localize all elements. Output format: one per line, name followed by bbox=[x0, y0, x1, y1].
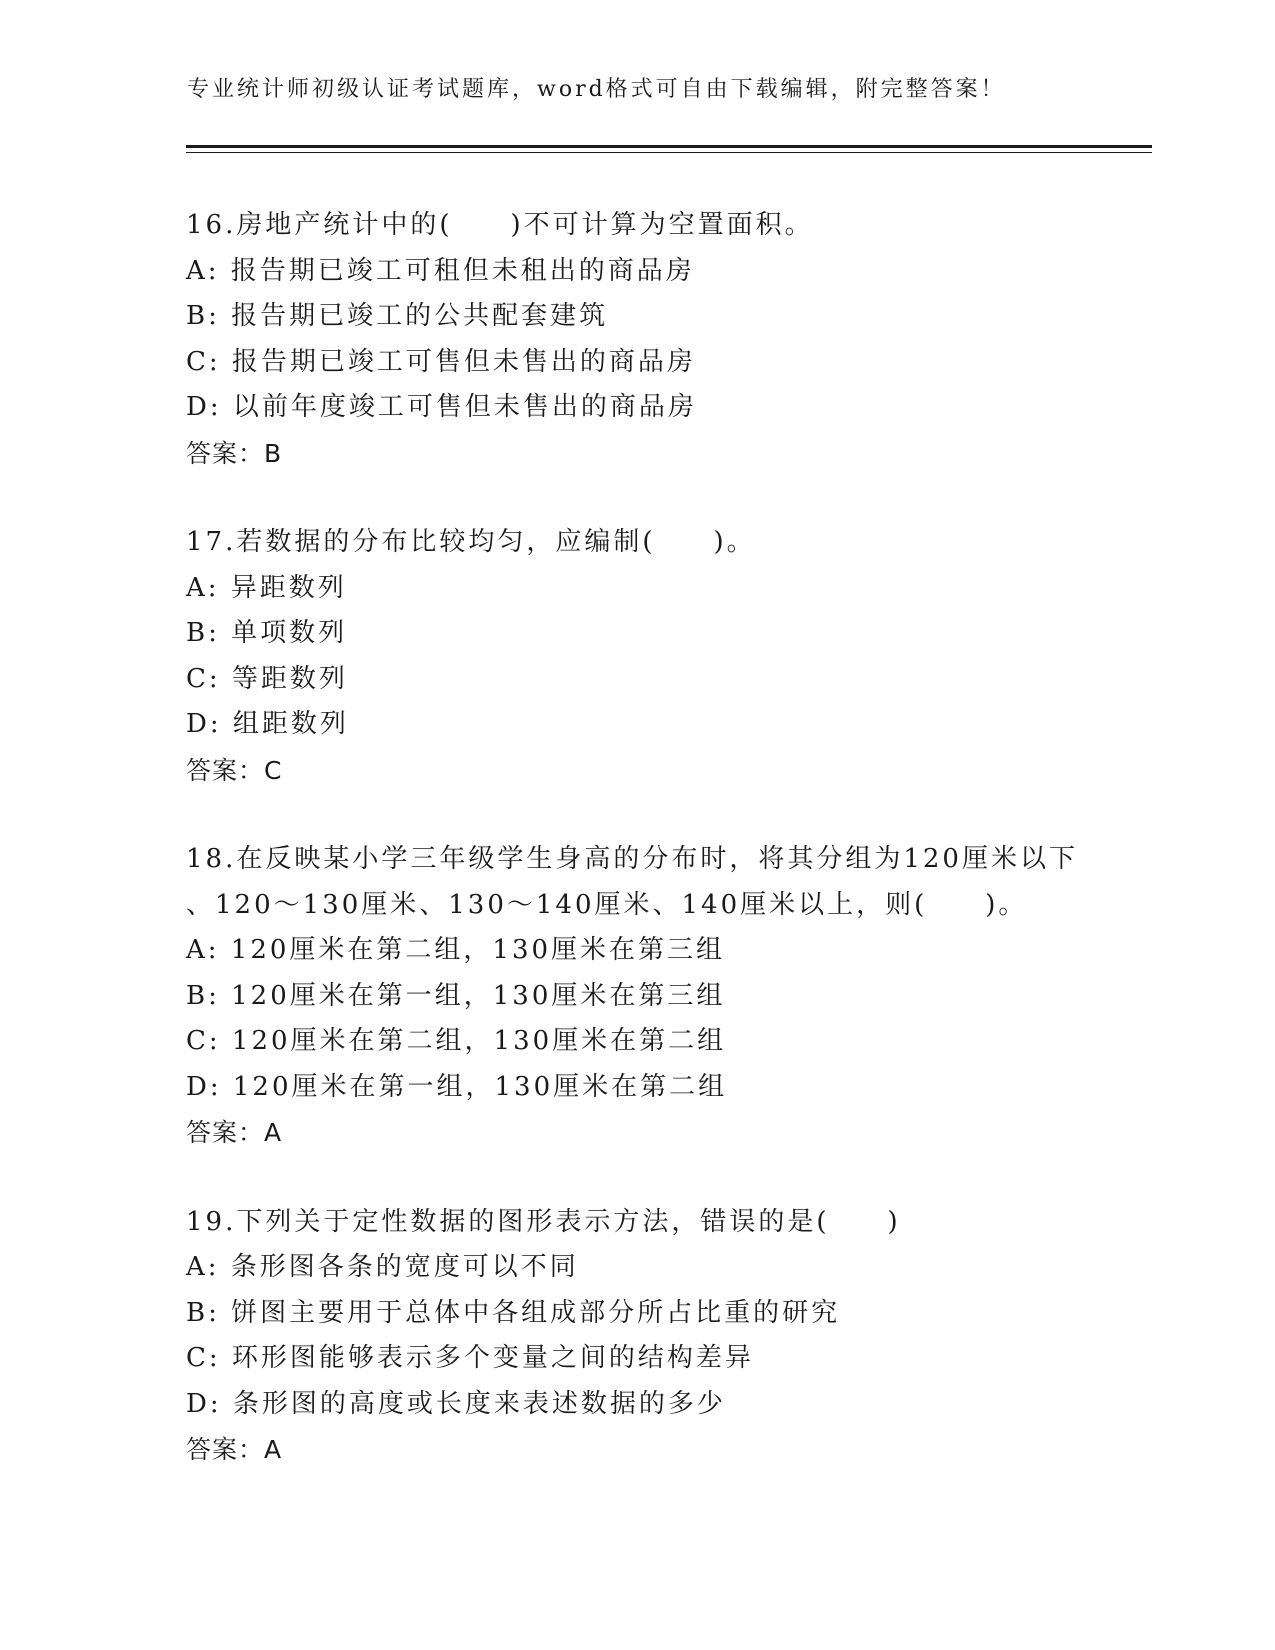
question-18 bbox=[186, 837, 1146, 1156]
option-a: A: 条形图各条的宽度可以不同 bbox=[186, 1252, 579, 1282]
question-stem: 17.若数据的分布比较均匀，应编制( )。 bbox=[186, 527, 756, 557]
option-b: B: 120厘米在第一组，130厘米在第三组 bbox=[186, 980, 726, 1011]
header-rule bbox=[186, 145, 1152, 153]
option-a: A: 120厘米在第二组，130厘米在第三组 bbox=[186, 935, 726, 965]
option-c: C: 120厘米在第二组，130厘米在第二组 bbox=[186, 1026, 727, 1056]
option-d: D: 组距数列 bbox=[186, 709, 349, 739]
question-stem: 16.房地产统计中的( )不可计算为空置面积。 bbox=[186, 210, 814, 240]
option-c: C: 环形图能够表示多个变量之间的结构差异 bbox=[186, 1343, 754, 1373]
option-c: C: 报告期已竣工可售但未售出的商品房 bbox=[186, 346, 696, 377]
question-17 bbox=[186, 520, 1146, 793]
question-stem-continued: 、120～130厘米、130～140厘米、140厘米以上，则( )。 bbox=[186, 889, 1028, 920]
answer: 答案：B bbox=[186, 438, 283, 468]
question-16 bbox=[186, 203, 1146, 476]
option-b: B: 单项数列 bbox=[186, 618, 348, 648]
question-stem: 19.下列关于定性数据的图形表示方法，错误的是( ) bbox=[186, 1206, 901, 1237]
option-a: A: 报告期已竣工可租但未租出的商品房 bbox=[186, 255, 695, 286]
option-d: D: 以前年度竣工可售但未售出的商品房 bbox=[186, 392, 697, 422]
question-list bbox=[186, 203, 1146, 1517]
option-b: B: 饼图主要用于总体中各组成部分所占比重的研究 bbox=[186, 1297, 841, 1328]
page-header: 专业统计师初级认证考试题库，word格式可自由下载编辑，附完整答案！ bbox=[187, 77, 1006, 102]
option-a: A: 异距数列 bbox=[186, 572, 347, 603]
option-c: C: 等距数列 bbox=[186, 663, 348, 694]
option-b: B: 报告期已竣工的公共配套建筑 bbox=[186, 301, 609, 331]
answer: 答案：A bbox=[186, 1435, 283, 1464]
option-d: D: 120厘米在第一组，130厘米在第二组 bbox=[186, 1071, 728, 1102]
answer: 答案：A bbox=[186, 1118, 283, 1147]
answer: 答案：C bbox=[186, 755, 283, 785]
question-19 bbox=[186, 1200, 1146, 1473]
question-stem: 18.在反映某小学三年级学生身高的分布时，将其分组为120厘米以下 bbox=[186, 844, 1078, 874]
option-d: D: 条形图的高度或长度来表述数据的多少 bbox=[186, 1388, 726, 1419]
